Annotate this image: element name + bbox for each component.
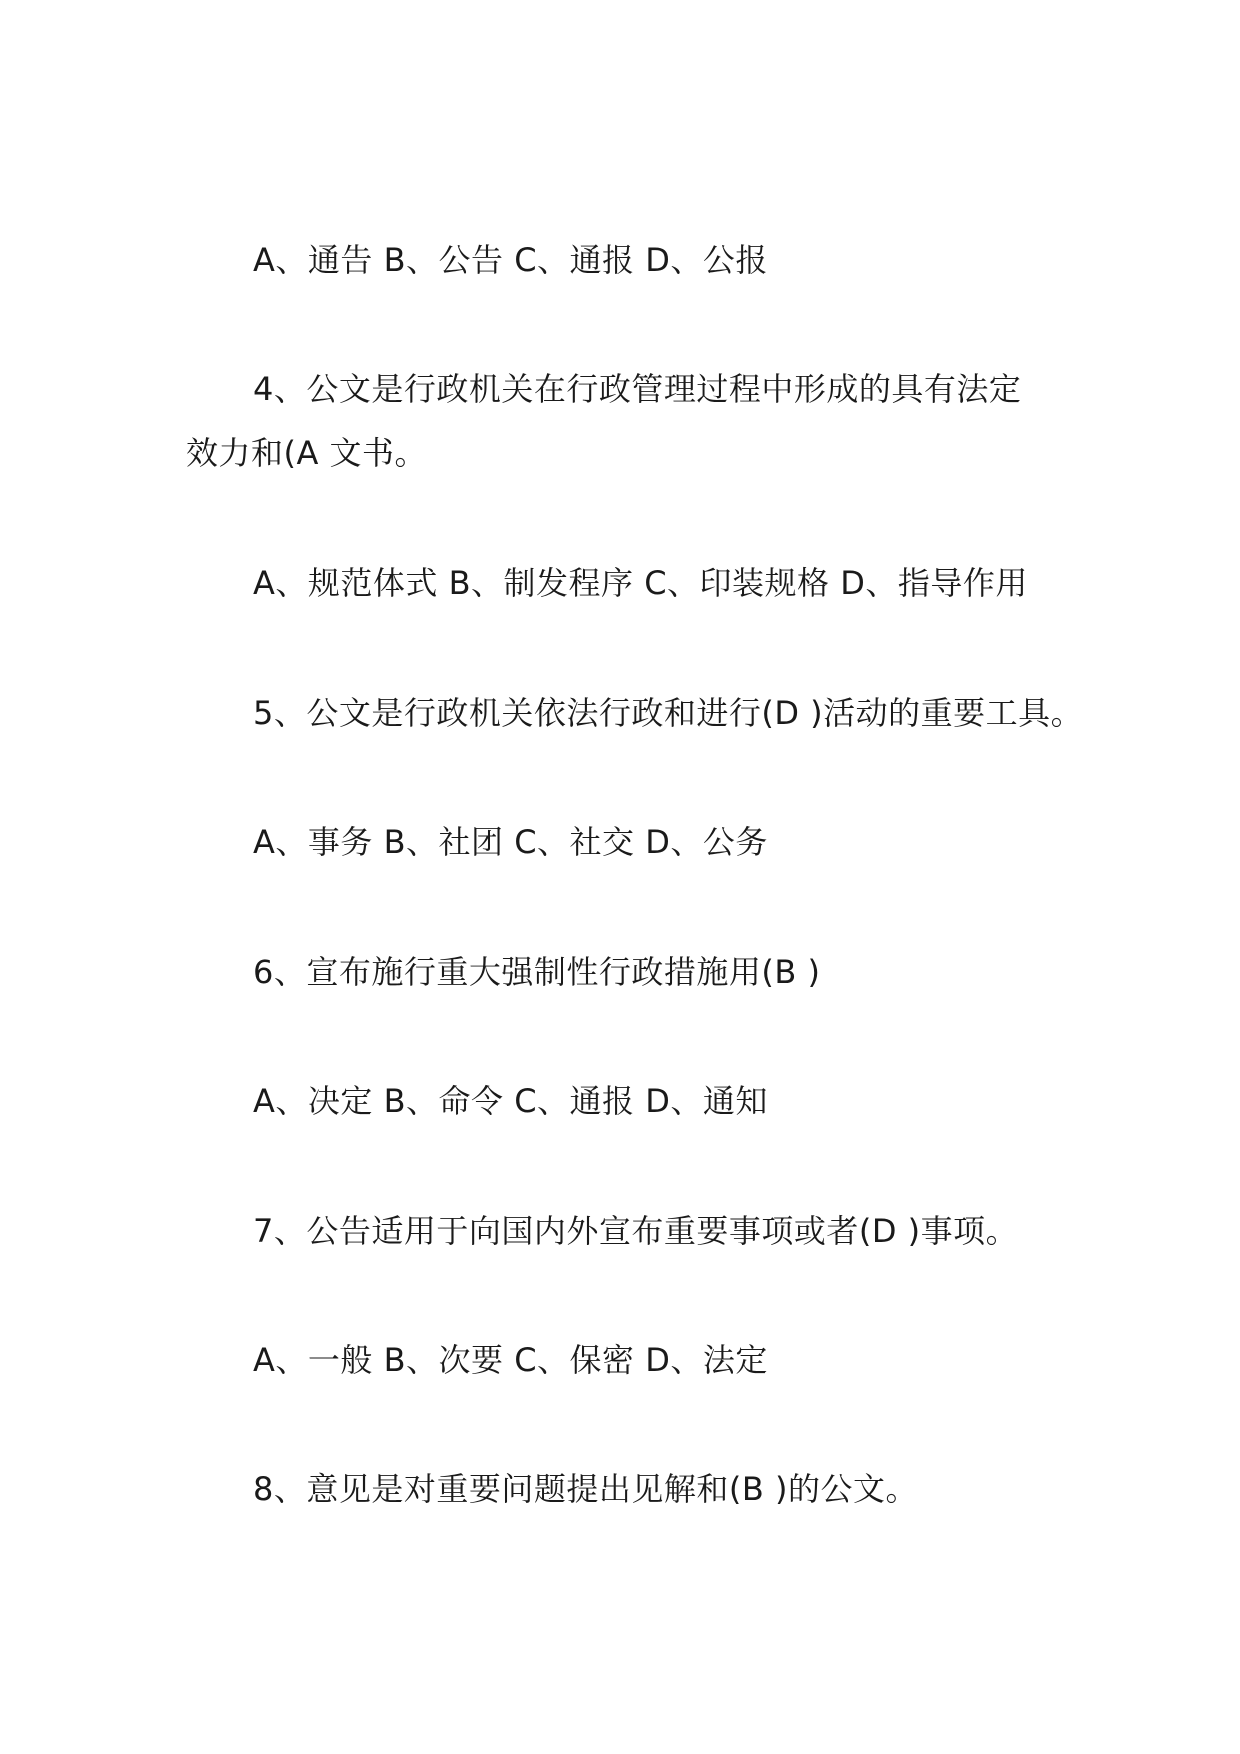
q4-options: A、规范体式 B、制发程序 C、印装规格 D、指导作用 <box>253 564 1028 602</box>
q7-options: A、一般 B、次要 C、保密 D、法定 <box>253 1341 768 1379</box>
q4-question-line1: 4、公文是行政机关在行政管理过程中形成的具有法定 <box>253 370 1022 408</box>
q6-options: A、决定 B、命令 C、通报 D、通知 <box>253 1082 768 1120</box>
q8-question: 8、意见是对重要问题提出见解和(B )的公文。 <box>253 1470 918 1508</box>
q4-question-line2: 效力和(A 文书。 <box>186 434 428 472</box>
q3-options: A、通告 B、公告 C、通报 D、公报 <box>253 241 768 279</box>
q5-options: A、事务 B、社团 C、社交 D、公务 <box>253 823 768 861</box>
q7-question: 7、公告适用于向国内外宣布重要事项或者(D )事项。 <box>253 1212 1019 1250</box>
q5-question: 5、公文是行政机关依法行政和进行(D )活动的重要工具。 <box>253 694 1084 732</box>
q6-question: 6、宣布施行重大强制性行政措施用(B ) <box>253 953 821 991</box>
